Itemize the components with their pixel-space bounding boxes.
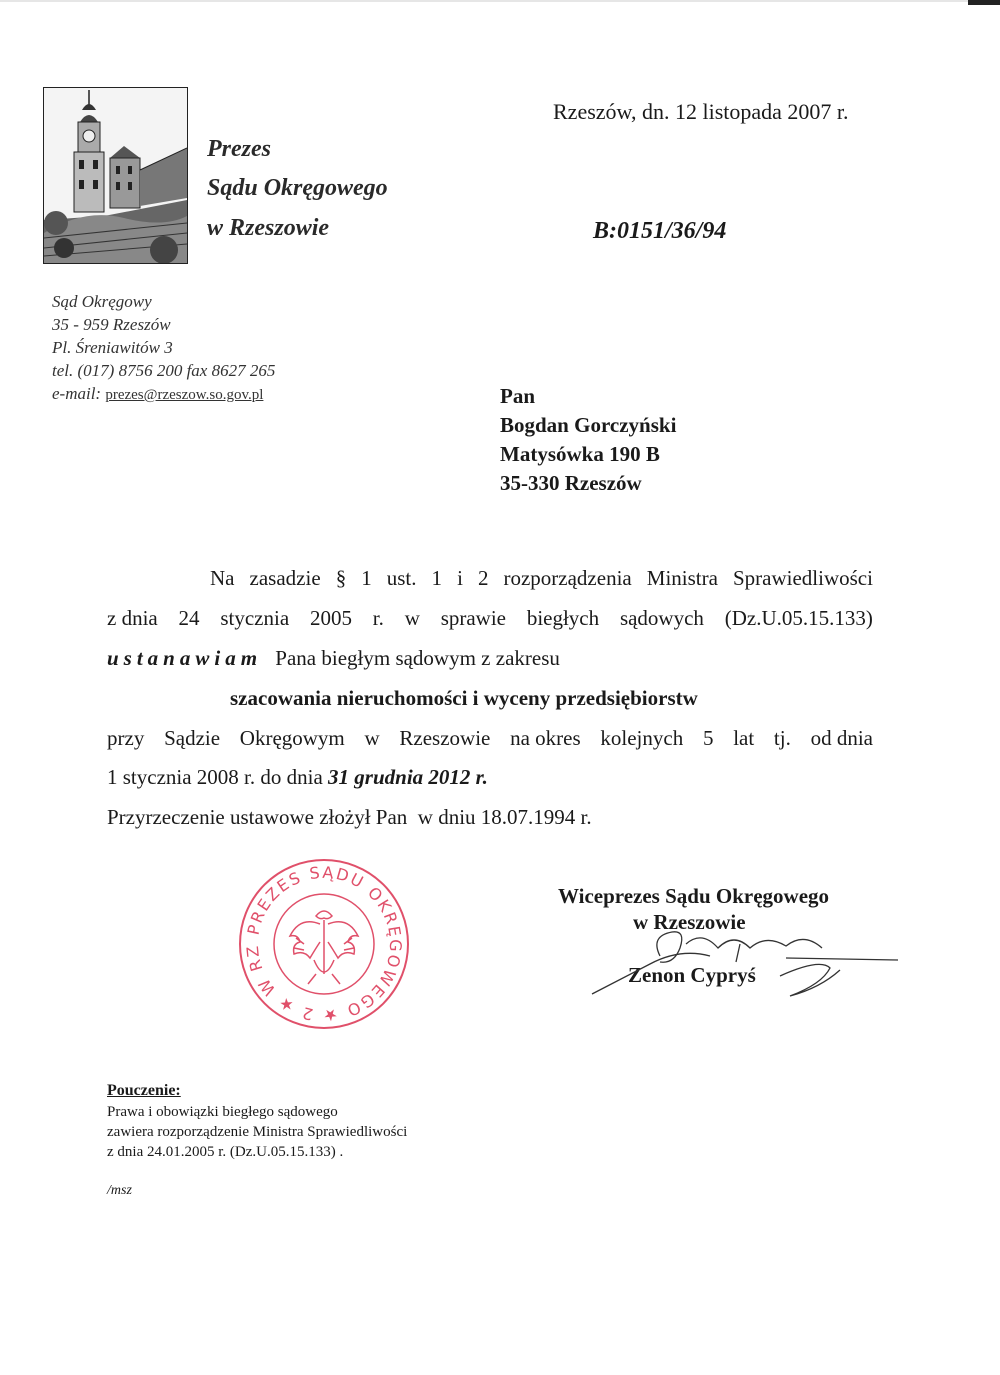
official-stamp	[238, 858, 410, 1030]
recipient-salutation: Pan	[500, 384, 536, 408]
recipient-street: Matysówka 190 B	[500, 442, 660, 466]
body-word: z dnia	[107, 606, 158, 630]
fax-number: 8627 265	[211, 361, 276, 380]
paragraph-1-line-1	[210, 566, 873, 591]
court-street: Pl. Śreniawitów 3	[52, 338, 173, 357]
body-word: tj.	[773, 726, 791, 750]
body-word: kolejnych	[600, 726, 684, 750]
body-word: r.	[372, 606, 384, 630]
body-word: 2	[477, 566, 489, 590]
recipient-block	[500, 382, 676, 498]
instruction-line: Prawa i obowiązki biegłego sądowego	[107, 1104, 338, 1120]
court-address	[52, 290, 275, 407]
body-word: przy	[107, 726, 145, 750]
body-word: stycznia	[220, 606, 290, 630]
body-word: (Dz.U.05.15.133)	[724, 606, 873, 630]
body-word: Ministra	[646, 566, 718, 590]
body-word: 1	[361, 566, 372, 590]
svg-text:PREZES SĄDU OKRĘGOWEGO ★ 2 ★ W	[238, 858, 405, 1025]
court-building-logo	[43, 87, 188, 264]
body-word: Na	[210, 566, 235, 590]
instruction-line: zawiera rozporządzenie Ministra Sprawiedliwości	[107, 1124, 408, 1140]
appointment-rest: Pana biegłym sądowym z zakresu	[275, 646, 560, 670]
body-word: Okręgowym	[239, 726, 345, 750]
instruction-heading: Pouczenie:	[107, 1082, 181, 1099]
body-word: lat	[733, 726, 755, 750]
stamp-ring-text: PREZES SĄDU OKRĘGOWEGO ★ 2 ★ W RZ	[242, 862, 406, 1026]
scan-corner-mark	[968, 0, 1000, 5]
instruction-text	[107, 1102, 407, 1162]
body-word: zasadzie	[249, 566, 321, 590]
signatory-city: w Rzeszowie	[633, 910, 746, 934]
author-initials: /msz	[107, 1183, 132, 1198]
email-label: e-mail:	[52, 384, 102, 403]
court-name: Sąd Okręgowy	[52, 292, 152, 311]
body-word: sprawie	[440, 606, 506, 630]
signatory-title: Wiceprezes Sądu Okręgowego	[558, 884, 830, 908]
body-word: Rzeszowie	[399, 726, 491, 750]
body-word: §	[335, 566, 347, 590]
email-link[interactable]: prezes@rzeszow.so.gov.pl	[105, 387, 264, 403]
eagle-emblem-icon	[290, 911, 358, 984]
period-start: 1 stycznia 2008 r. do dnia	[107, 765, 323, 789]
body-word: 5	[702, 726, 714, 750]
body-word: rozporządzenia	[503, 566, 632, 590]
body-word: i	[457, 566, 463, 590]
court-phone-fax	[52, 359, 275, 382]
letter-date: Rzeszów, dn. 12 listopada 2007 r.	[553, 99, 849, 124]
body-word: na okres	[510, 726, 581, 750]
paragraph-1-line-2	[107, 606, 873, 631]
recipient-city: 35-330 Rzeszów	[500, 471, 642, 495]
recipient-name: Bogdan Gorczyński	[500, 413, 677, 437]
appointment-word: ustanawiam	[107, 646, 263, 670]
body-word: 2005	[309, 606, 352, 630]
body-word: w	[364, 726, 380, 750]
body-word: ust.	[386, 566, 417, 590]
body-word: 1	[431, 566, 443, 590]
specialty: szacowania nieruchomości i wyceny przedsiębiorstw	[230, 686, 698, 710]
court-phone: tel. (017) 8756 200	[52, 361, 183, 380]
handwritten-signature	[590, 918, 900, 1008]
issuer-line-3: w Rzeszowie	[207, 215, 330, 241]
period-end: 31 grudnia 2012 r.	[328, 765, 488, 789]
court-postal: 35 - 959 Rzeszów	[52, 315, 171, 334]
issuer-line-2: Sądu Okręgowego	[207, 175, 388, 201]
instruction-line: z dnia 24.01.2005 r. (Dz.U.05.15.133) .	[107, 1144, 344, 1160]
body-word: w	[404, 606, 420, 630]
appointment-line	[107, 646, 560, 671]
body-word: Sądzie	[164, 726, 221, 750]
oath-line: Przyrzeczenie ustawowe złożył Pan w dniu 18.07.1994 r.	[107, 805, 592, 829]
court-email-row	[52, 382, 275, 407]
body-word: Sprawiedliwości	[732, 566, 873, 590]
paragraph-2-line-1	[107, 726, 873, 751]
fax-label: fax	[186, 361, 208, 380]
body-word: 24	[178, 606, 200, 630]
body-word: od dnia	[810, 726, 873, 750]
body-word: biegłych	[526, 606, 600, 630]
body-word: sądowych	[619, 606, 704, 630]
issuer-line-1: Prezes	[207, 136, 271, 162]
reference-number: B:0151/36/94	[593, 218, 727, 244]
paragraph-2-line-2	[107, 765, 488, 790]
scan-top-edge	[0, 0, 1000, 2]
signatory-name: Zenon Cypryś	[628, 963, 756, 987]
